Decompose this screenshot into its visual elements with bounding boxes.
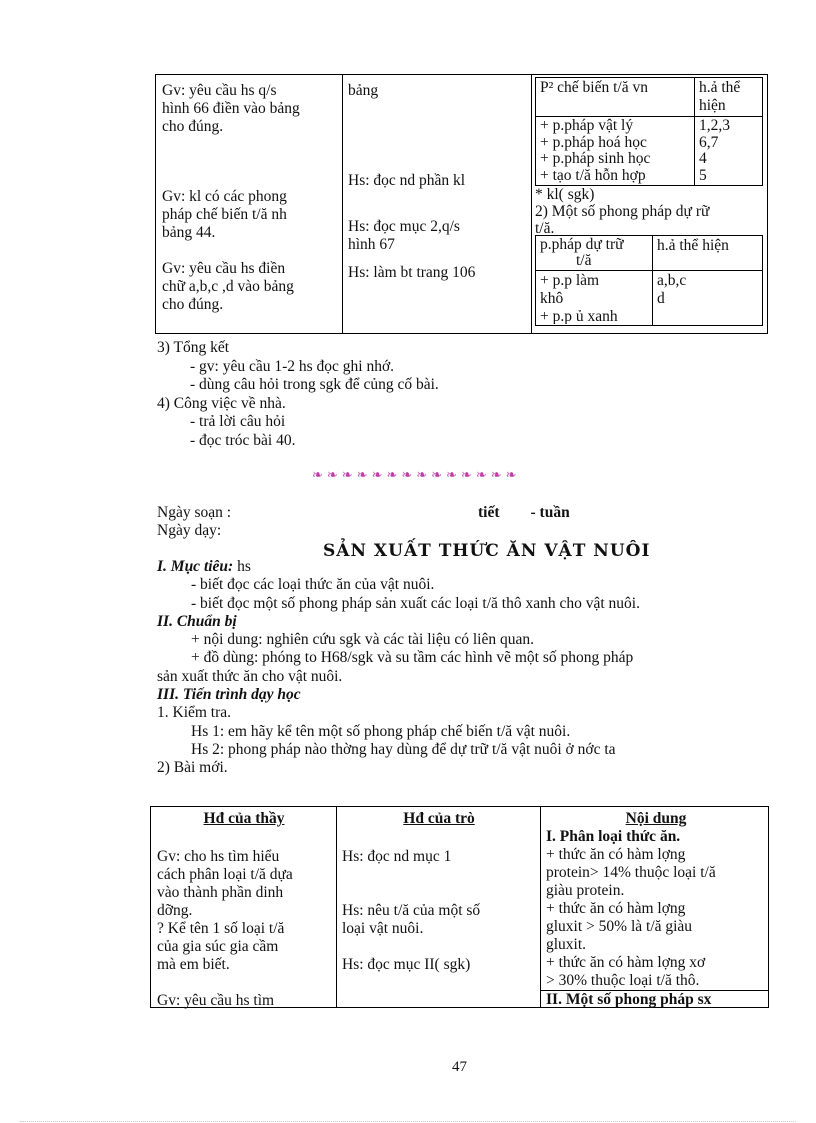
text-line: > 30% thuộc loại t/ă thô. (546, 972, 700, 989)
objective-item: - biết đọc các loại thức ăn của vật nuôi. (191, 576, 435, 594)
text-line: Hs: đọc mục II( sgk) (342, 956, 471, 973)
text-line: gluxit > 50% là t/ă giàu (546, 918, 693, 935)
inner-body-cell (536, 271, 653, 326)
text-line: Hs: làm bt trang 106 (348, 264, 476, 281)
column-header: Hđ của thầy (203, 810, 285, 827)
text-line: 1,2,3 (699, 118, 730, 134)
decorative-divider: ❧❧❧❧❧❧❧❧❧❧❧❧❧❧ (312, 467, 521, 482)
text-line: + p.pháp hoá học (540, 133, 647, 151)
inner-body-cell (653, 271, 763, 326)
preparation-item: + đồ dùng: phóng to H68/sgk và su tầm các hình vẽ một số phong pháp (191, 649, 634, 667)
text-line: dỡng. (157, 902, 193, 919)
section-heading: t/ă. (535, 220, 555, 237)
homework-heading: 4) Công việc về nhà. (157, 394, 286, 412)
text-line: + p.p ủ xanh (540, 308, 618, 324)
text-line: + thức ăn có hàm lợng (546, 846, 686, 863)
student-activity-column (348, 82, 528, 282)
text-line: pháp chế biến t/ă nh (162, 206, 287, 223)
text-line: hiện (699, 97, 726, 114)
text-line: hình 66 điền vào bảng (162, 100, 300, 117)
lesson-body (157, 558, 777, 778)
teacher-activity-column (162, 82, 338, 314)
lesson-activity-table (150, 806, 769, 1008)
text-line: Gv: yêu cầu hs q/s (162, 82, 277, 99)
check-question: Hs 1: em hãy kể tên một số phong pháp chế biến t/ă vật nuôi. (191, 722, 571, 740)
text-line: protein> 14% thuộc loại t/ă (546, 864, 716, 881)
prep-date-label: Ngày soạn : (157, 504, 232, 521)
section-heading: 2) Một số phong pháp dự rữ (535, 203, 710, 220)
summary-heading: 3) Tổng kết (157, 339, 230, 356)
text-line: Hs: đọc mục 2,q/s (348, 218, 460, 235)
content-column (546, 810, 766, 1009)
text-line: chữ a,b,c ,d vào bảng (162, 278, 294, 295)
text-line: bảng (348, 82, 379, 99)
summary-item: - gv: yêu cầu 1-2 hs đọc ghi nhớ. (190, 357, 395, 375)
summary-section (157, 339, 757, 450)
text-line: gluxit. (546, 936, 587, 953)
procedure-heading: III. Tiến trình dạy học (157, 686, 301, 704)
homework-item: - đọc tróc bài 40. (190, 431, 296, 449)
text-line: loại vật nuôi. (342, 920, 424, 937)
text-line: + p.p làm (540, 272, 600, 289)
page-divider (20, 1121, 796, 1122)
text-line: ? Kể tên 1 số loại t/ă (157, 920, 285, 937)
text-line: + p.pháp vật lý (540, 118, 634, 134)
storage-methods-table (535, 235, 763, 326)
inner-header-cell: P² chế biến t/ă vn (536, 78, 695, 117)
inner-body-cell (695, 117, 763, 186)
objective-item: - biết đọc một số phong pháp sản xuất các loại t/ă thô xanh cho vật nuôi. (191, 594, 640, 612)
text-line: cách phân loại t/ă dựa (157, 866, 293, 883)
text-line: vào thành phần dinh (157, 884, 284, 901)
preparation-item: sản xuất thức ăn cho vật nuôi. (157, 667, 343, 685)
text-line: cho đúng. (162, 118, 224, 135)
text-line: t/ă (576, 252, 592, 269)
text-line: khô (540, 290, 564, 307)
preparation-heading: II. Chuẩn bị (157, 612, 237, 630)
text-line: Gv: yêu cầu hs tìm (157, 992, 275, 1009)
text-line: Gv: kl có các phong (162, 188, 287, 205)
period-week-label: tiết - tuần (478, 504, 570, 521)
objectives-heading: I. Mục tiêu: (157, 558, 234, 575)
text-line: của gia súc gia cầm (157, 938, 279, 955)
text-line: Gv: cho hs tìm hiểu (157, 848, 280, 865)
text-line: hình 67 (348, 236, 395, 253)
text-line: Hs: đọc nd mục 1 (342, 848, 452, 865)
check-heading: 1. Kiểm tra. (157, 704, 232, 722)
text-line: cho đúng. (162, 296, 224, 313)
homework-item: - trả lời câu hỏi (190, 413, 286, 430)
text-line: a,b,c (657, 272, 687, 289)
content-column (535, 77, 765, 326)
inner-body-cell (536, 117, 695, 186)
lesson-title: SẢN XUẤT THỨC ĂN VẬT NUÔI (323, 541, 651, 561)
section-heading: I. Phân loại thức ăn. (546, 828, 681, 845)
conclusion-note: * kl( sgk) (535, 186, 595, 203)
inner-header-cell (695, 78, 763, 117)
teach-date-label: Ngày dạy: (157, 522, 222, 539)
text-line: + thức ăn có hàm lợng xơ (546, 954, 706, 971)
check-question: Hs 2: phong pháp nào thờng hay dùng để dự trữ t/ă vật nuôi ở nớc ta (191, 740, 616, 758)
text-line: 4 (699, 150, 707, 167)
lesson-table-continued (155, 74, 768, 334)
student-activity-column (342, 810, 536, 974)
processing-methods-table (535, 77, 763, 186)
text-line: Hs: đọc nd phần kl (348, 172, 466, 189)
column-header: Hđ của trò (403, 810, 475, 827)
text-line: bảng 44. (162, 224, 216, 241)
section-heading: II. Một số phong pháp sx (540, 990, 769, 1009)
text-line: p.pháp dự trữ (540, 236, 624, 253)
new-lesson-heading: 2) Bài mới. (157, 759, 228, 777)
text-line: Gv: yêu cầu hs điền (162, 260, 286, 277)
text-line: + p.pháp sinh học (540, 150, 651, 167)
text-line: h.ả thể (699, 79, 741, 96)
page-number: 47 (452, 1059, 467, 1075)
column-header: Nội dung (625, 810, 687, 827)
inner-header-cell: h.ả thể hiện (653, 236, 763, 271)
text-line: + thức ăn có hàm lợng (546, 900, 686, 917)
objectives-subject: hs (233, 558, 251, 575)
text-line: + tạo t/ă hỗn hợp (540, 166, 646, 184)
teacher-activity-column (157, 810, 331, 1010)
text-line: d (657, 290, 665, 307)
text-line: mà em biết. (157, 956, 230, 973)
text-line: 6,7 (699, 133, 719, 151)
inner-header-cell (536, 236, 653, 271)
preparation-item: + nội dung: nghiên cứu sgk và các tài liệu có liên quan. (191, 631, 534, 649)
text-line: 5 (699, 166, 707, 184)
summary-item: - dùng câu hỏi trong sgk để củng cố bài. (190, 376, 439, 393)
text-line: giàu protein. (546, 882, 625, 899)
text-line: Hs: nêu t/ă của một số (342, 902, 481, 919)
